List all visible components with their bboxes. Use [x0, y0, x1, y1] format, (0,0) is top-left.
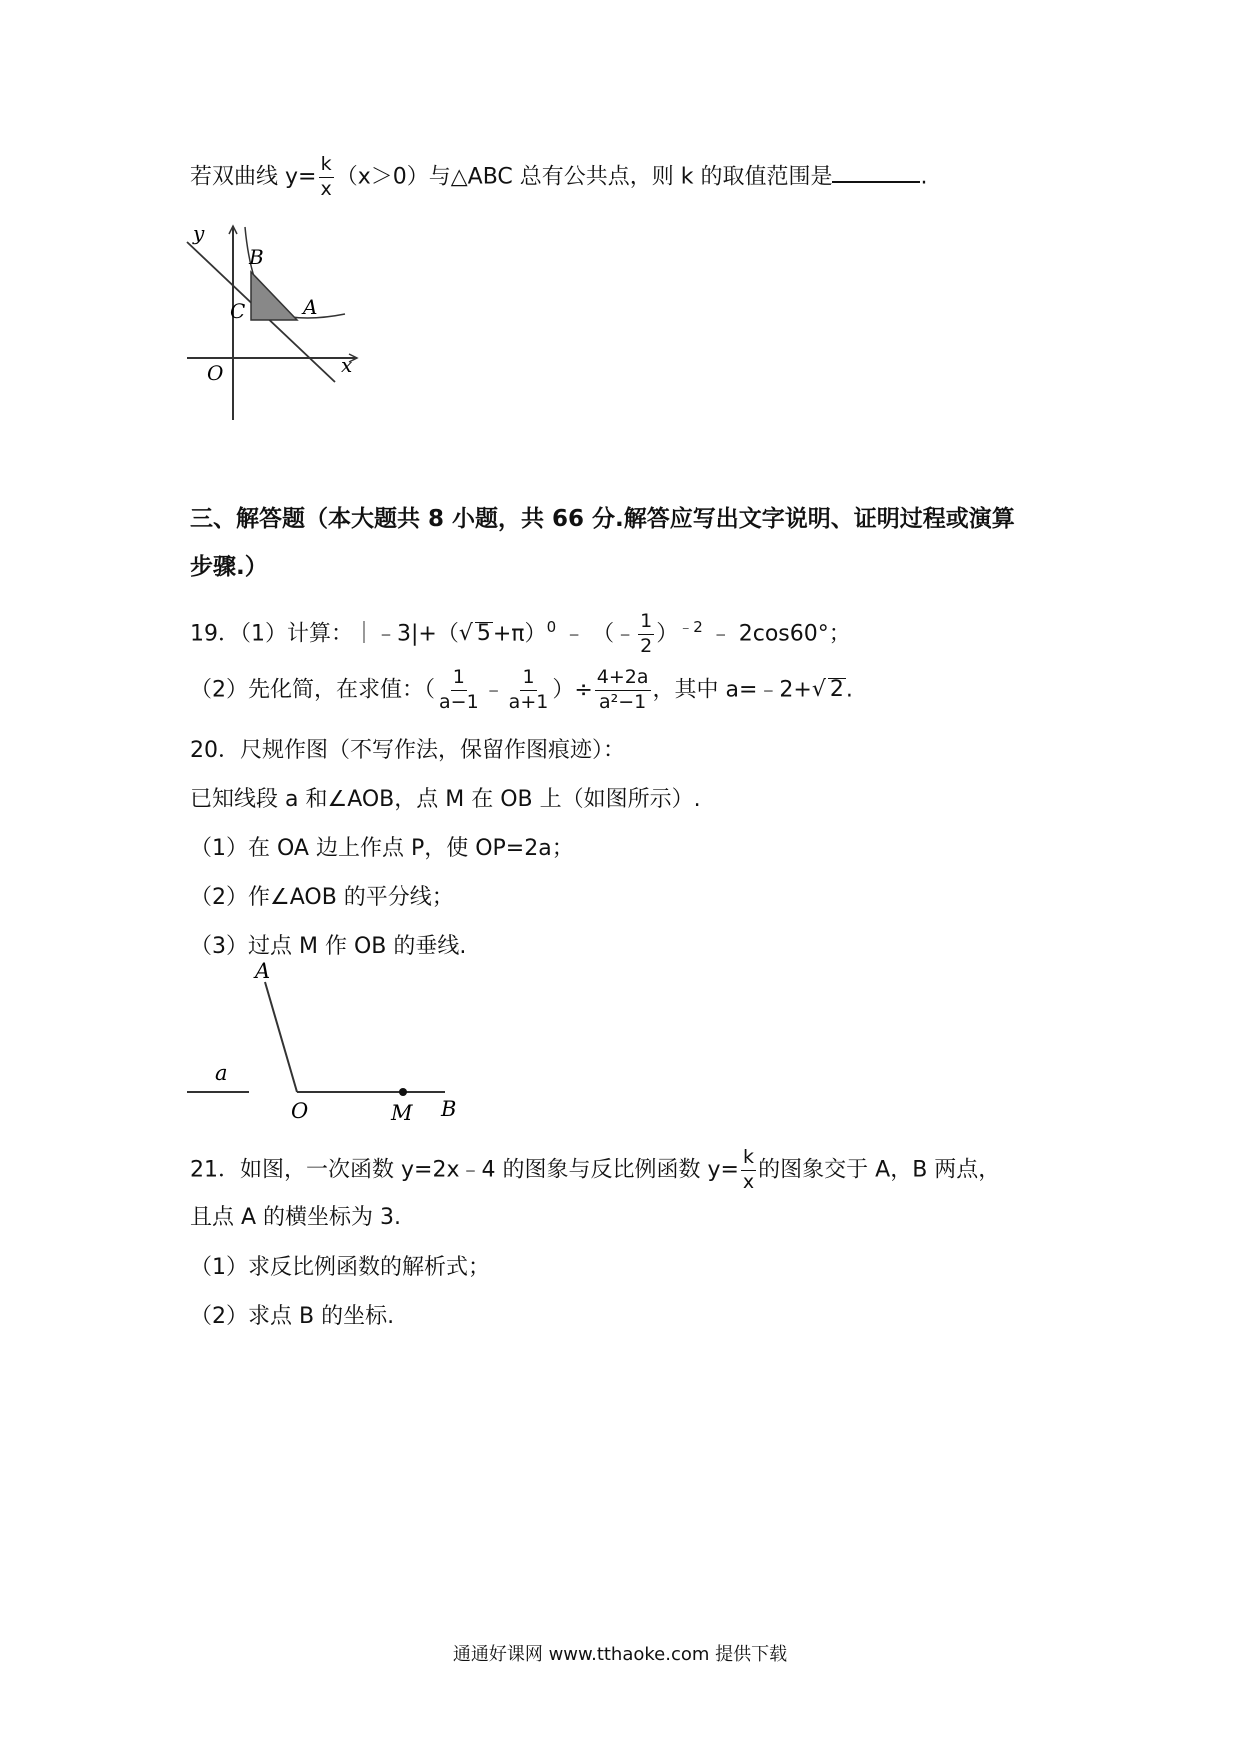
q20-given: 已知线段 a 和∠AOB，点 M 在 OB 上（如图所示）.: [190, 787, 701, 812]
q21-line1: 21．如图，一次函数 y=2x﹣4 的图象与反比例函数 y= $\frac{k}{x}$ 的图象交于 A，B 两点，: [190, 1146, 1001, 1193]
section3-heading-line1: 三、解答题（本大题共 8 小题，共 66 分.解答应写出文字说明、证明过程或演算: [190, 506, 1015, 532]
figure-angle-aob: [185, 962, 475, 1122]
figure-hyperbola-triangle: [185, 222, 365, 422]
fig20-label-O: O: [291, 1099, 309, 1122]
q21-step1: （1）求反比例函数的解析式；: [190, 1255, 490, 1280]
section3-heading-line2: 步骤.）: [190, 554, 268, 580]
q19-part1: 19．（1）计算：｜﹣3|+（√ 5+π）$^0$ ﹣ （﹣ $\frac{1}{2}$ ）$^{﹣2}$ ﹣ 2cos60°；: [190, 610, 851, 657]
q20-title: 20．尺规作图（不写作法，保留作图痕迹）：: [190, 738, 625, 763]
q21-line2: 且点 A 的横坐标为 3.: [190, 1205, 402, 1230]
q18-text: 若双曲线 y= $\frac{k}{x}$ （x＞0）与△ABC 总有公共点，则 k 的取值范围是 .: [190, 153, 928, 200]
q20-step1: （1）在 OA 边上作点 P，使 OP=2a；: [190, 836, 574, 861]
q19-part2: （2）先化简，在求值：（ $\frac{1}{a-1}$ ﹣ $\frac{1}{a+1}$ ）÷ $\frac{4+2a}{\text{a²−1}}$ ，其中 a=﹣2+√ 2.: [190, 666, 853, 713]
fig18-label-b: B: [249, 245, 264, 269]
fig20-label-M: M: [391, 1101, 413, 1122]
q21-step2: （2）求点 B 的坐标.: [190, 1304, 395, 1329]
q20-step3: （3）过点 M 作 OB 的垂线.: [190, 934, 467, 959]
fig20-label-a-segment: a: [215, 1061, 228, 1085]
fig18-label-c: C: [230, 299, 246, 323]
footer-source: 通通好课网 www.tthaoke.com 提供下载: [452, 1644, 788, 1665]
fig18-label-y: y: [193, 222, 205, 245]
fraction-k-over-x-q21: $\frac{k}{x}$: [742, 1146, 755, 1193]
fig20-label-B: B: [441, 1097, 457, 1121]
answer-blank[interactable]: [832, 163, 920, 183]
fig20-label-A: A: [255, 962, 271, 983]
fraction-k-over-x: $\frac{k}{x}$: [320, 153, 332, 200]
fig18-label-o: O: [207, 361, 224, 385]
fraction-one-half: $\frac{1}{2}$: [640, 610, 653, 657]
q20-step2: （2）作∠AOB 的平分线；: [190, 885, 454, 910]
fig18-label-x: x: [341, 353, 353, 377]
fig18-label-a: A: [303, 295, 318, 319]
